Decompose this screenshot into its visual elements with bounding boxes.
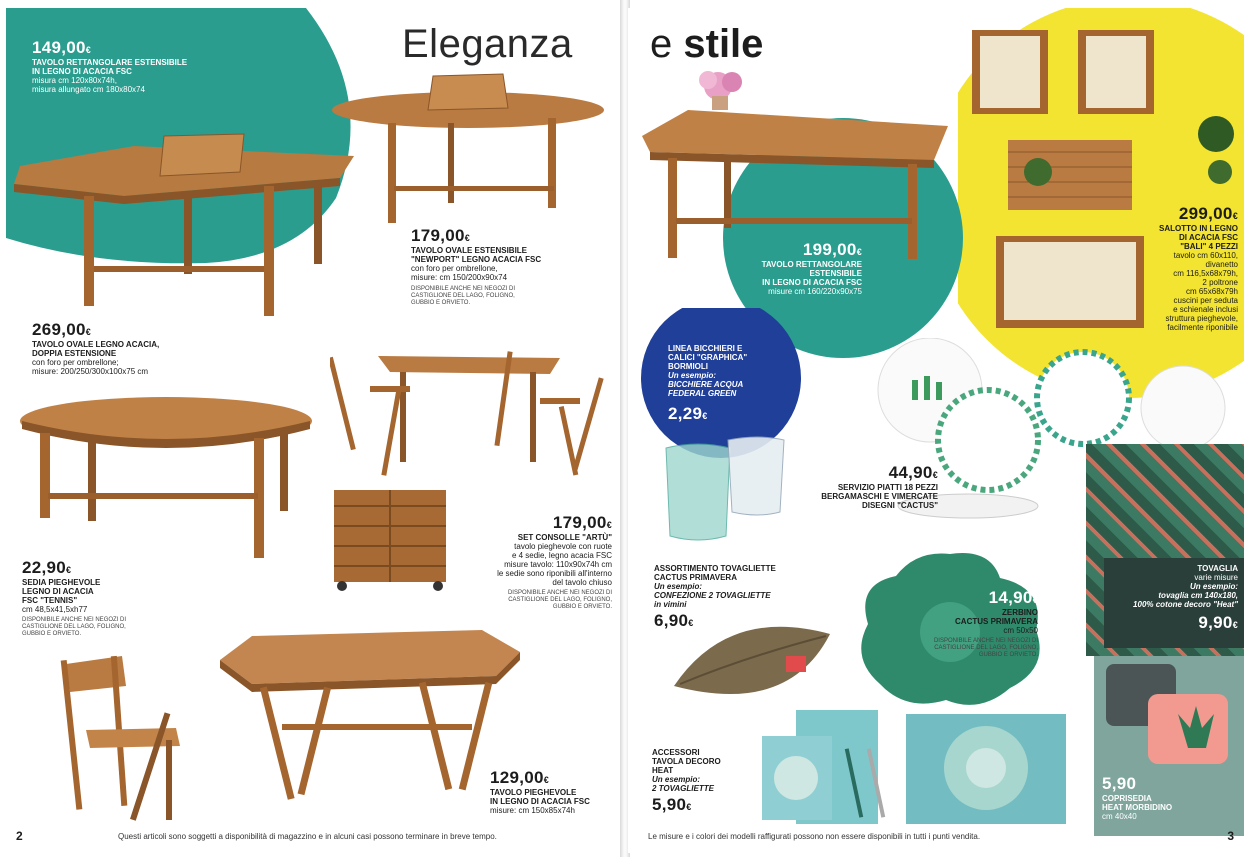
price-p4: 179,00€ bbox=[552, 513, 612, 532]
product-r5: ASSORTIMENTO TOVAGLIETTE CACTUS PRIMAVERA Un esempio: CONFEZIONE 2 TOVAGLIETTE in vimini 6,90€ bbox=[654, 564, 824, 631]
product-r6: 14,90€ ZERBINO CACTUS PRIMAVERA cm 50x50 DISPONIBILE ANCHE NEI NEGOZI DI CASTIGLIONE DEL LAGO, FOLIGNO, GUBBIO E ORVIETO. bbox=[878, 588, 1038, 659]
headline-eleganza: Eleganza bbox=[402, 22, 573, 66]
product-r2: 299,00€ SALOTTO IN LEGNO DI ACACIA FSC "BALI" 4 PEZZI tavolo cm 60x110, divanetto cm 116,5x68x79h, 2 poltrone cm 65x68x79h cuscini per seduta e schienale inclusi struttura pieghevole, facilmente riponibile bbox=[1118, 204, 1238, 332]
price-r2: 299,00€ bbox=[1178, 204, 1238, 223]
glasses-image bbox=[658, 428, 798, 548]
price-p6: 129,00€ bbox=[490, 768, 550, 787]
footer-left: Questi articoli sono soggetti a disponibilità di magazzino e in alcuni casi possono terminare in breve tempo. bbox=[118, 832, 497, 841]
product-r9: 5,90 COPRISEDIA HEAT MORBIDINO cm 40x40 bbox=[1102, 774, 1242, 821]
page-number-left: 2 bbox=[16, 829, 23, 843]
product-p6: 129,00€ TAVOLO PIEGHEVOLE IN LEGNO DI ACACIA FSC misure: cm 150x85x74h bbox=[490, 768, 620, 815]
price-r4: 44,90€ bbox=[888, 463, 938, 482]
price-r1: 199,00€ bbox=[802, 240, 862, 259]
price-p1: 149,00€ bbox=[32, 38, 92, 57]
page-left bbox=[6, 8, 622, 853]
price-p5: 22,90€ bbox=[22, 558, 72, 577]
product-p2: 179,00€ TAVOLO OVALE ESTENSIBILE "NEWPORT" LEGNO ACACIA FSC con foro per ombrellone, misure: cm 150/200x90x74 DISPONIBILE ANCHE NEI NEGOZI DI CASTIGLIONE DEL LAGO, FOLIGNO, GUBBIO E ORVIETO. bbox=[411, 226, 611, 307]
page-right bbox=[628, 8, 1244, 853]
price-r5: 6,90€ bbox=[654, 611, 694, 630]
product-p4: 179,00€ SET CONSOLLE "ARTÙ" tavolo pieghevole con ruote e 4 sedie, legno acacia FSC misure tavolo: 110x90x74h cm le sedie sono riponibili all'interno del tavolo chiuso DISPONIBILE ANCHE NEI NEGOZI DI CASTIGLIONE DEL LAGO, FOLIGNO, GUBBIO E ORVIETO. bbox=[456, 513, 612, 611]
product-r7: TOVAGLIA varie misure Un esempio: tovaglia cm 140x180, 100% cotone decoro "Heat" 9,90€ bbox=[1104, 558, 1244, 648]
set-consolle-artu-image bbox=[330, 346, 616, 486]
product-p5: 22,90€ SEDIA PIEGHEVOLE LEGNO DI ACACIA FSC "TENNIS" cm 48,5x41,5xh77 DISPONIBILE ANCHE NEI NEGOZI DI CASTIGLIONE DEL LAGO, FOLIGNO, GUBBIO E ORVIETO. bbox=[22, 558, 182, 638]
product-r3: LINEA BICCHIERI E CALICI "GRAPHICA" BORMIOLI Un esempio: BICCHIERE ACQUA FEDERAL GREEN 2,29€ bbox=[668, 344, 778, 424]
table-folding-image bbox=[212, 626, 532, 806]
product-r8: ACCESSORI TAVOLA DECORO HEAT Un esempio: 2 TOVAGLIETTE 5,90€ bbox=[652, 748, 762, 815]
chair-tennis-image bbox=[56, 650, 191, 828]
price-r3: 2,29€ bbox=[668, 404, 708, 423]
price-r6: 14,90€ bbox=[988, 588, 1038, 607]
table-rectangular-flowers-image bbox=[638, 68, 958, 268]
price-p2: 179,00€ bbox=[411, 226, 471, 245]
product-r1: 199,00€ TAVOLO RETTANGOLARE ESTENSIBILE IN LEGNO DI ACACIA FSC misure cm 160/220x90x75 bbox=[732, 240, 862, 296]
headline-e-stile: e stile bbox=[650, 22, 764, 66]
chair-pads-image bbox=[1098, 658, 1244, 768]
consolle-closed-image bbox=[328, 486, 454, 594]
table-oval-double-extension-image bbox=[18, 393, 318, 568]
price-r9: 5,90 bbox=[1102, 774, 1137, 793]
price-r8: 5,90€ bbox=[652, 795, 692, 814]
price-r7: 9,90€ bbox=[1198, 613, 1238, 632]
page-number-right: 3 bbox=[1227, 829, 1234, 843]
product-p3: 269,00€ TAVOLO OVALE LEGNO ACACIA, DOPPIA ESTENSIONE con foro per ombrellone; misure: 200/250/300x100x75 cm bbox=[32, 320, 252, 376]
product-p1: 149,00€ TAVOLO RETTANGOLARE ESTENSIBILE IN LEGNO DI ACACIA FSC misura cm 120x80x74h, misura allungato cm 180x80x74 bbox=[32, 38, 262, 94]
price-p3: 269,00€ bbox=[32, 320, 92, 339]
table-oval-newport-image bbox=[328, 68, 613, 228]
placemats-heat-image bbox=[756, 708, 1068, 830]
placemat-wicker-image bbox=[668, 616, 838, 716]
product-r4: 44,90€ SERVIZIO PIATTI 18 PEZZI BERGAMASCHI E VIMERCATE DISEGNI "CACTUS" bbox=[798, 463, 938, 510]
footer-right: Le misure e i colori dei modelli raffigurati possono non essere disponibili in tutti i punti vendita. bbox=[648, 832, 981, 841]
table-rectangular-extendable-image bbox=[14, 126, 364, 326]
